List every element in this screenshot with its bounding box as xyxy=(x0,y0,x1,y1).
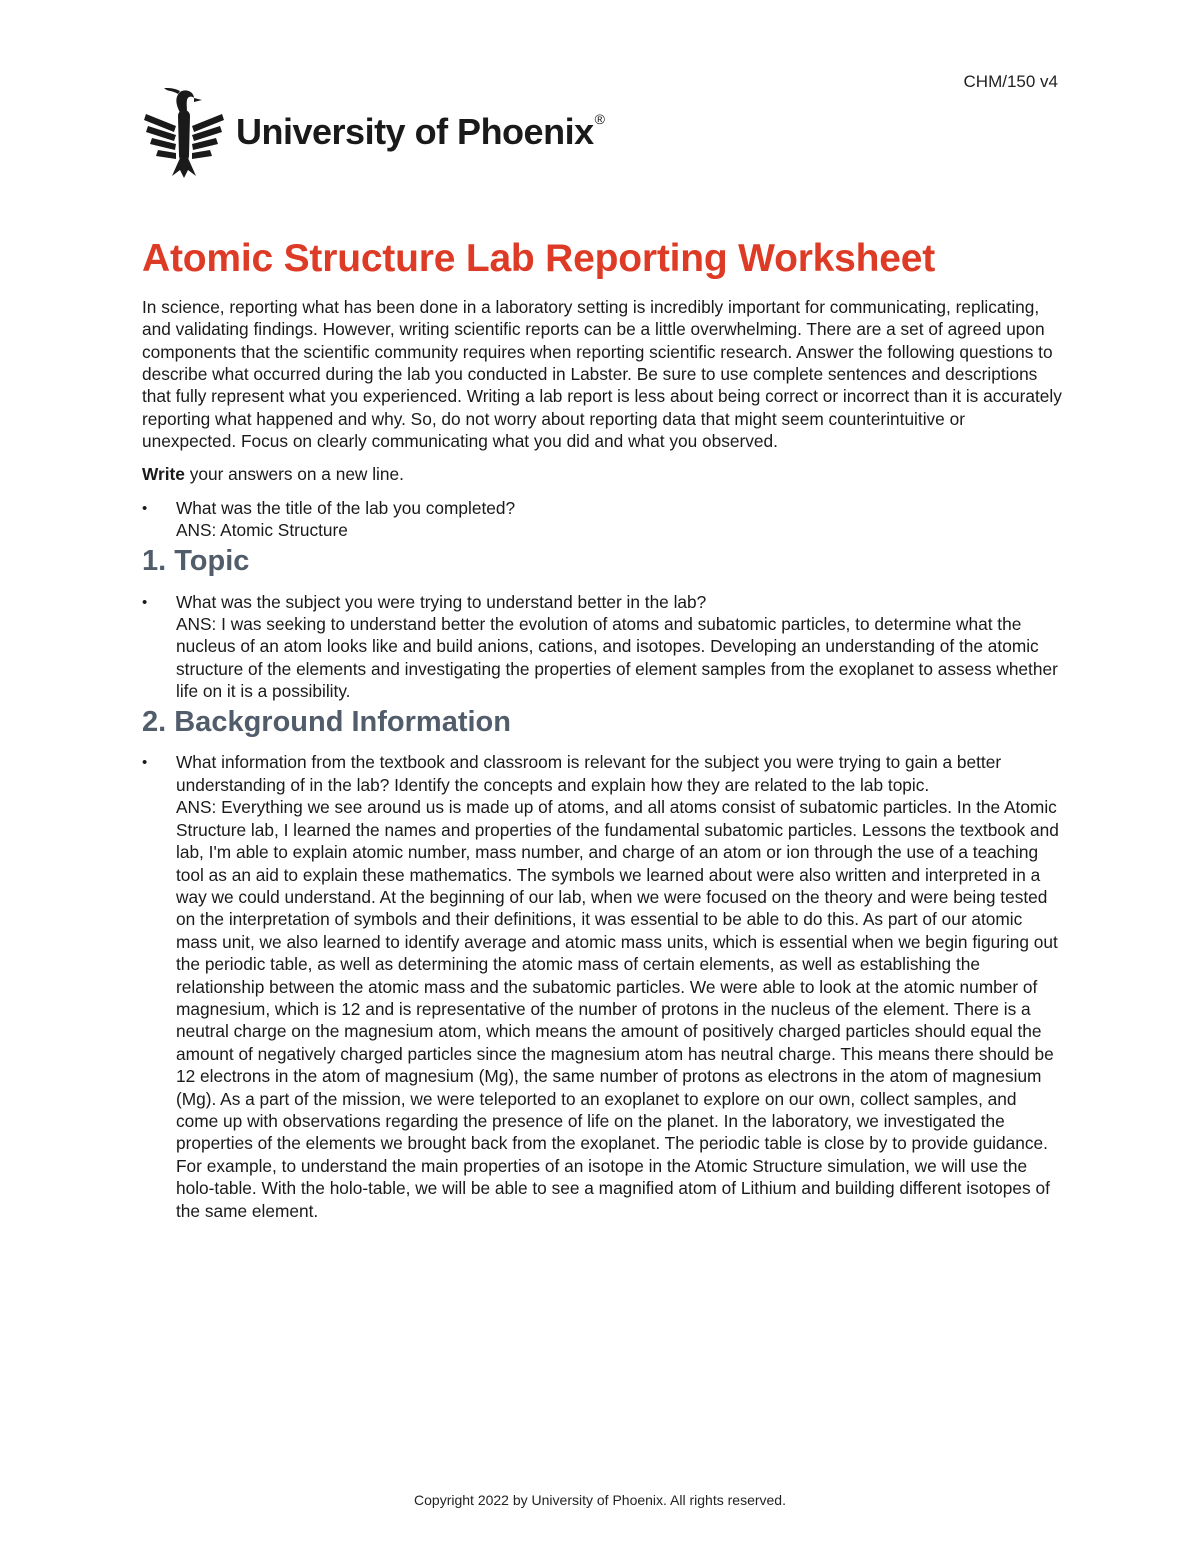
registered-mark: ® xyxy=(594,111,605,127)
section-heading-background: 2. Background Information xyxy=(142,705,511,738)
instruction-line xyxy=(142,463,1062,485)
answer-text: ANS: Everything we see around us is made up of atoms, and all atoms consist of subatomic particles. In the Atomic Structure lab, I learned the names and properties of the fundamental subatomic particles. Lessons the textbook and lab, I'm able to explain atomic number, mass number, and charge of an atom or ion through the use of a teaching tool as an aid to explain these mathematics. The symbols we learned about were also written and interpreted in a way we could understand. At the beginning of our lab, when we were focused on the theory and were being tested on the interpretation of symbols and their definitions, it was essential to be able to do this. As part of our atomic mass unit, we also learned to identify average and atomic mass units, which is essential when we begin figuring out the periodic table, as well as determining the atomic mass of certain elements, as well as establishing the relationship between the atomic mass and the subatomic particles. We were able to look at the atomic number of magnesium, which is 12 and is representative of the number of protons in the nucleus of the element. There is a neutral charge on the magnesium atom, which means the amount of positively charged particles should equal the amount of negatively charged particles since the magnesium atom has neutral charge. This means there should be 12 electrons in the atom of magnesium (Mg), the same number of protons as electrons in the atom of magnesium (Mg). As a part of the mission, we were teleported to an exoplanet to explore on our own, collect samples, and come up with observations regarding the presence of life on the planet. In the laboratory, we investigated the properties of the elements we brought back from the exoplanet. The periodic table is close by to provide guidance. For example, to understand the main properties of an isotope in the Atomic Structure simulation, we will use the holo-table. With the holo-table, we will be able to see a magnified atom of Lithium and building different isotopes of the same element. xyxy=(176,797,1059,1221)
question-text: What information from the textbook and classroom is relevant for the subject you were trying to gain a better understanding of in the lab? Identify the concepts and explain how they are related to the lab topic. xyxy=(176,752,1002,795)
phoenix-bird-icon xyxy=(142,86,226,178)
university-name: University of Phoenix® xyxy=(236,111,605,152)
answer-text: ANS: Atomic Structure xyxy=(176,520,348,541)
question-list xyxy=(142,591,1062,703)
list-item xyxy=(142,751,1062,1222)
university-logo xyxy=(142,86,604,178)
copyright-footer: Copyright 2022 by University of Phoenix. All rights reserved. xyxy=(414,1492,786,1508)
instruction-bold: Write xyxy=(142,463,185,484)
bullet: • xyxy=(142,754,148,772)
intro-paragraph: In science, reporting what has been done in a laboratory setting is incredibly important for communicating, replicating, and validating findings. However, writing scientific reports can be a little overwhelming. There are a set of agreed upon components that the scientific community requires when reporting scientific research. Answer the following questions to describe what occurred during the lab you conducted in Labster. Be sure to use complete sentences and descriptions that fully represent what you experienced. Writing a lab report is less about being correct or incorrect than it is accurately reporting what happened and why. So, do not worry about reporting data that might seem counterintuitive or unexpected. Focus on clearly communicating what you did and what you observed. xyxy=(142,296,1062,452)
answer-text: ANS: I was seeking to understand better the evolution of atoms and subatomic particles, to determine what the nucleus of an atom looks like and build anions, cations, and isotopes. Developing an understanding of the atomic structure of the elements and investigating the properties of element samples from the exoplanet to assess whether life on it is a possibility. xyxy=(176,614,1058,702)
question-list xyxy=(142,497,1062,542)
worksheet-body xyxy=(142,236,1062,1224)
list-item xyxy=(142,497,1062,542)
question-text: What was the title of the lab you completed? xyxy=(176,498,516,519)
course-code: CHM/150 v4 xyxy=(963,72,1058,91)
bullet: • xyxy=(142,593,148,611)
question-list xyxy=(142,751,1062,1222)
bullet: • xyxy=(142,500,148,518)
question-text: What was the subject you were trying to understand better in the lab? xyxy=(176,591,707,612)
page-title: Atomic Structure Lab Reporting Worksheet xyxy=(142,237,936,280)
instruction-text: your answers on a new line. xyxy=(184,463,404,484)
section-heading-topic: 1. Topic xyxy=(142,544,250,577)
list-item xyxy=(142,591,1062,703)
